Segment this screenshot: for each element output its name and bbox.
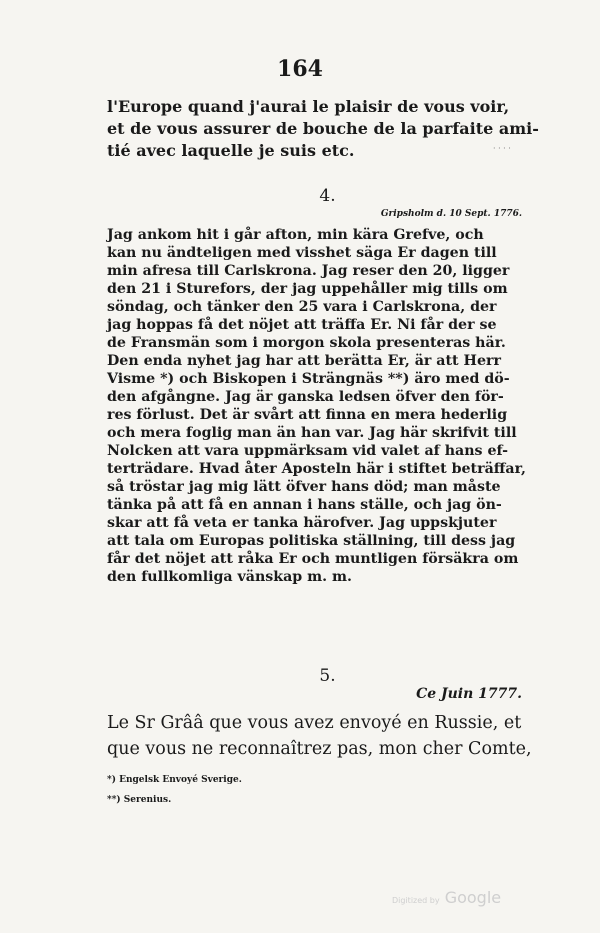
text-line: tänka på att få en annan i hans ställe, och jag ön- bbox=[107, 497, 502, 513]
footnotes bbox=[107, 775, 242, 815]
letter-number: 5. bbox=[319, 666, 336, 686]
text-line: de Fransmän som i morgon skola presenteras här. bbox=[107, 335, 506, 351]
text-line: att tala om Europas politiska ställning, till dess jag bbox=[107, 533, 516, 549]
text-line: que vous ne reconnaîtrez pas, mon cher Comte, bbox=[107, 739, 532, 759]
text-line: Den enda nyhet jag har att berätta Er, är att Herr bbox=[107, 353, 501, 369]
text-line: får det nöjet att råka Er och muntligen försäkra om bbox=[107, 551, 519, 567]
footnote: **) Serenius. bbox=[107, 795, 172, 805]
letter-dateline: Ce Juin 1777. bbox=[416, 686, 522, 702]
ink-specks: · · · · bbox=[493, 144, 511, 153]
french-intro-paragraph bbox=[107, 96, 539, 162]
text-line: den afgångne. Jag är ganska ledsen öfver den för- bbox=[107, 389, 504, 405]
text-line: den 21 i Sturefors, der jag uppehåller mig tills om bbox=[107, 281, 508, 297]
text-line: och mera foglig man än han var. Jag här skrifvit till bbox=[107, 425, 517, 441]
text-line: l'Europe quand j'aurai le plaisir de vous voir, bbox=[107, 97, 510, 116]
text-line: söndag, och tänker den 25 vara i Carlskrona, der bbox=[107, 299, 497, 315]
swedish-letter-body bbox=[107, 226, 525, 586]
text-line: skar att få veta er tanka härofver. Jag uppskjuter bbox=[107, 515, 497, 531]
text-line: min afresa till Carlskrona. Jag reser den 20, ligger bbox=[107, 263, 510, 279]
text-line: kan nu ändteligen med visshet säga Er dagen till bbox=[107, 245, 497, 261]
footnote: *) Engelsk Envoyé Sverige. bbox=[107, 775, 242, 785]
watermark-prefix: Digitized by bbox=[392, 896, 440, 905]
text-line: res förlust. Det är svårt att finna en mera hederlig bbox=[107, 407, 508, 423]
watermark-brand: Google bbox=[444, 888, 502, 907]
text-line: tié avec laquelle je suis etc. bbox=[107, 141, 355, 160]
letter-number: 4. bbox=[319, 186, 336, 206]
watermark bbox=[392, 888, 501, 907]
text-line: jag hoppas få det nöjet att träffa Er. Ni får der se bbox=[107, 317, 497, 333]
letter-dateline: Gripsholm d. 10 Sept. 1776. bbox=[380, 209, 522, 219]
text-line: Nolcken att vara uppmärksam vid valet af hans ef- bbox=[107, 443, 508, 459]
text-line: et de vous assurer de bouche de la parfaite ami- bbox=[107, 119, 539, 138]
text-line: terträdare. Hvad åter Aposteln här i stiftet beträffar, bbox=[107, 461, 527, 477]
text-line: Le Sr Grââ que vous avez envoyé en Russie, et bbox=[107, 713, 522, 733]
text-line: den fullkomliga vänskap m. m. bbox=[107, 569, 352, 585]
page-number: 164 bbox=[277, 56, 323, 82]
french-letter-body bbox=[107, 710, 532, 762]
text-line: Jag ankom hit i går afton, min kära Grefve, och bbox=[107, 227, 484, 243]
text-line: Visme *) och Biskopen i Strängnäs **) äro med dö- bbox=[107, 371, 510, 387]
text-line: så tröstar jag mig lätt öfver hans död; man måste bbox=[107, 479, 501, 495]
